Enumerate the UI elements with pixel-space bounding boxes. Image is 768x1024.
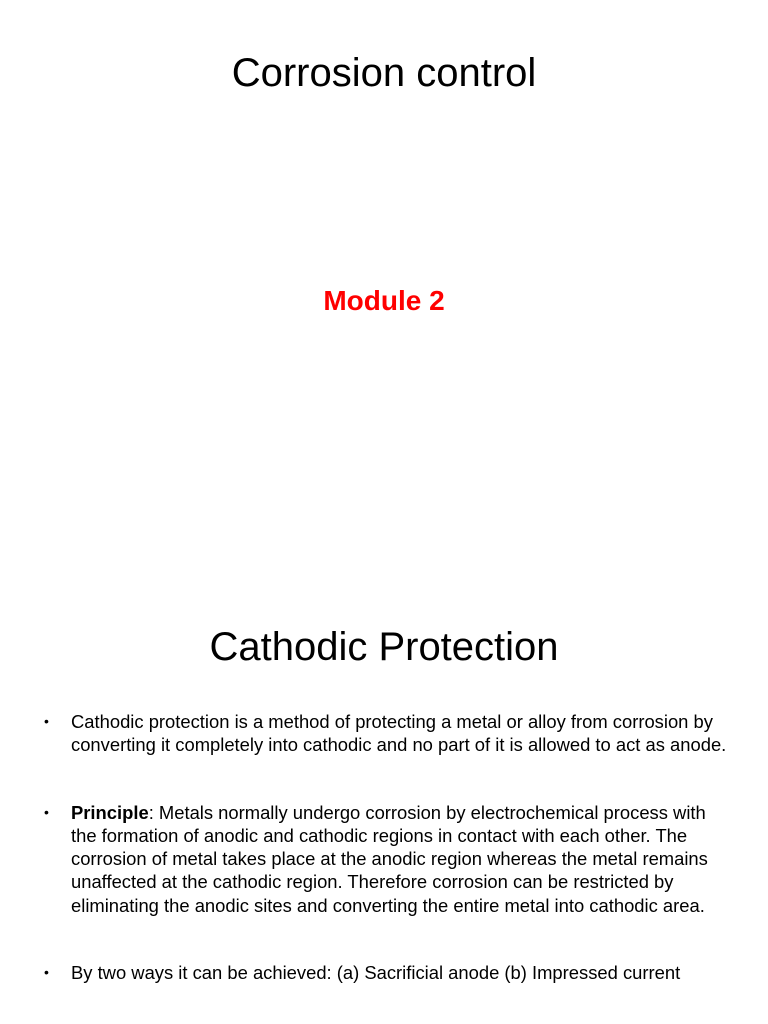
bullet-text-definition: Cathodic protection is a method of protecting a metal or alloy from corrosion by converting it completely into cathodic and no part of it is allowed to act as anode. bbox=[71, 711, 727, 756]
bullet-marker: • bbox=[44, 713, 49, 729]
bullet-item-methods bbox=[0, 961, 768, 984]
slide-title-corrosion-control: Corrosion control bbox=[231, 51, 537, 95]
module-label: Module 2 bbox=[323, 285, 445, 316]
slide-title-cathodic-protection: Cathodic Protection bbox=[209, 625, 559, 669]
bullet-marker: • bbox=[44, 964, 49, 981]
bullet-text-principle: : Metals normally undergo corrosion by electrochemical process with the formation of anodic and cathodic regions in contact with each other. The corrosion of metal takes place at the anodic region whereas the metal remains unaffected at the cathodic region. Therefore corrosion can be restricted by eliminating the anodic sites and converting the entire metal into cathodic area. bbox=[71, 801, 708, 916]
bullet-list bbox=[0, 710, 768, 984]
bullet-item-principle bbox=[0, 801, 768, 917]
bullet-marker: • bbox=[44, 803, 49, 820]
bullet-text-methods: By two ways it can be achieved: (a) Sacrificial anode (b) Impressed current bbox=[71, 962, 681, 984]
bullet-item-definition bbox=[0, 710, 768, 757]
principle-term: Principle bbox=[71, 801, 149, 823]
